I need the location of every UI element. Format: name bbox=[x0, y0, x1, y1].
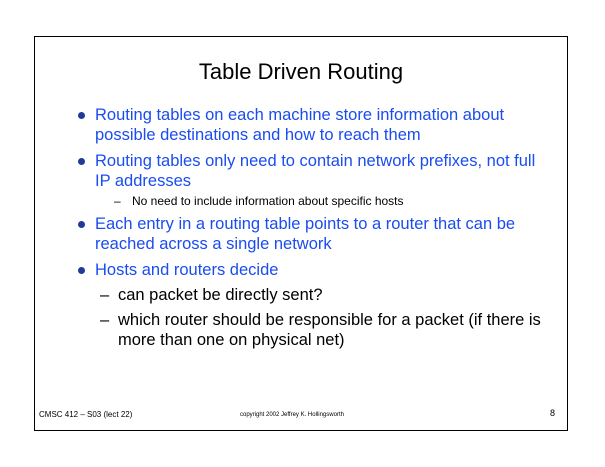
bullet-dot-icon bbox=[78, 221, 85, 228]
dash-icon: – bbox=[100, 311, 110, 329]
bullet-dot-icon bbox=[78, 112, 85, 119]
bullet-text: Routing tables only need to contain network prefixes, not full IP addresses bbox=[95, 152, 536, 190]
bullet-text: Each entry in a routing table points to a router that can be reached across a single network bbox=[95, 215, 516, 253]
dash-icon: – bbox=[114, 194, 121, 208]
footer-copyright: copyright 2002 Jeffrey K. Hollingsworth bbox=[240, 412, 344, 418]
sub-bullet-item bbox=[100, 285, 547, 305]
page-number: 8 bbox=[549, 408, 555, 418]
sub-bullet-item bbox=[114, 194, 547, 209]
sub-bullet-text: No need to include information about specific hosts bbox=[132, 194, 404, 208]
sub-bullet-list bbox=[95, 285, 547, 350]
bullet-item bbox=[35, 151, 567, 209]
slide-title: Table Driven Routing bbox=[198, 59, 404, 84]
dash-icon: – bbox=[100, 286, 110, 304]
sub-bullet-text: which router should be responsible for a packet (if there is more than one on physical net) bbox=[118, 311, 541, 349]
bullet-text: Routing tables on each machine store information about possible destinations and how to reach them bbox=[95, 106, 505, 144]
sub-bullet-item bbox=[100, 310, 547, 350]
bullet-item bbox=[35, 260, 567, 350]
bullet-item bbox=[35, 105, 567, 145]
bullet-text: Hosts and routers decide bbox=[95, 261, 279, 279]
bullet-item bbox=[35, 214, 567, 254]
bullet-list bbox=[35, 105, 567, 350]
sub-bullet-text: can packet be directly sent? bbox=[118, 286, 323, 304]
footer-course: CMSC 412 – S03 (lect 22) bbox=[39, 410, 133, 419]
bullet-dot-icon bbox=[78, 158, 85, 165]
slide-frame bbox=[34, 36, 568, 431]
bullet-dot-icon bbox=[78, 267, 85, 274]
sub-bullet-list bbox=[95, 194, 547, 209]
